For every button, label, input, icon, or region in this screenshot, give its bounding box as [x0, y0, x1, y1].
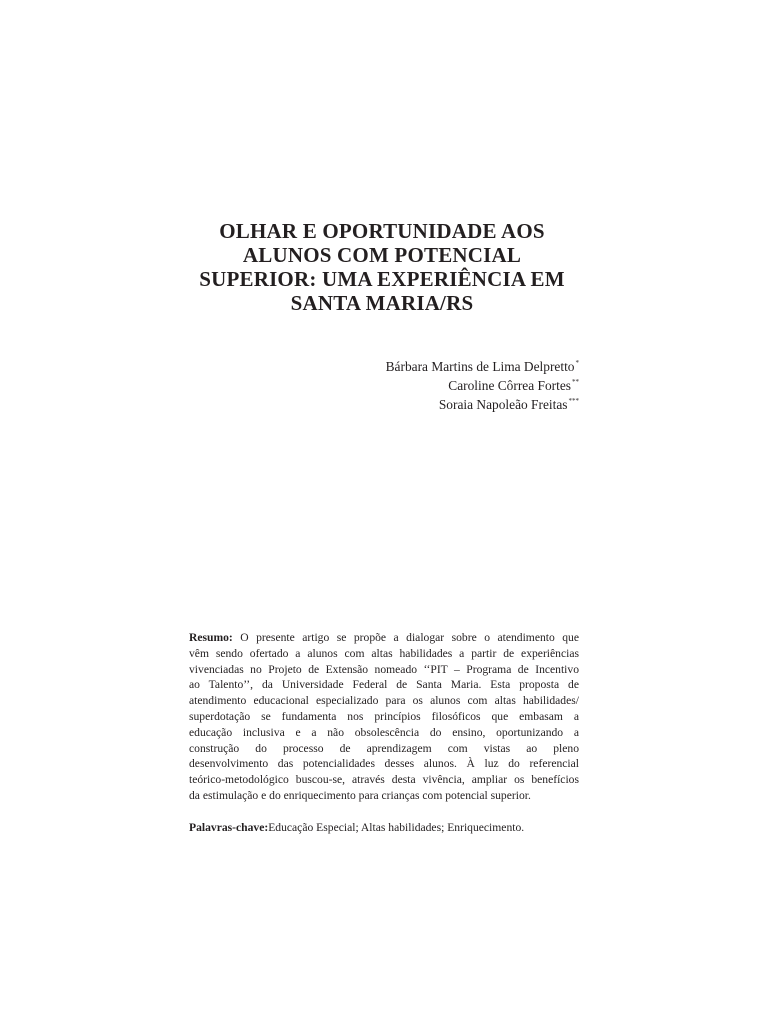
- title-line: ALUNOS COM POTENCIAL: [242, 243, 522, 267]
- abstract-line: teórico-metodológico buscou-se, através desta vivência, ampliar os benefícios: [189, 773, 579, 787]
- abstract-line: educação inclusiva e a não obsolescência do ensino, oportunizando a: [189, 725, 579, 739]
- article-title: [180, 219, 584, 315]
- abstract-line: da estimulação e do enriquecimento para crianças com potencial superior.: [189, 788, 531, 802]
- abstract-line: vêm sendo ofertado a alunos com altas habilidades a partir de experiências: [189, 646, 579, 660]
- abstract-line: ao Talento’’, da Universidade Federal de Santa Maria. Esta proposta de: [189, 678, 579, 692]
- title-line: OLHAR E OPORTUNIDADE AOS: [219, 219, 545, 243]
- author-list: [386, 357, 579, 414]
- abstract-line: desenvolvimento das potencialidades desses alunos. À luz do referencial: [189, 757, 579, 771]
- abstract: [189, 630, 579, 804]
- author-name: Soraia Napoleão Freitas: [438, 397, 568, 412]
- abstract-line: vivenciadas no Projeto de Extensão nomeado ‘‘PIT – Programa de Incentivo: [189, 662, 579, 676]
- author-footnote-mark: **: [572, 378, 579, 386]
- abstract-line: construção do processo de aprendizagem com vistas ao pleno: [189, 741, 579, 755]
- author-name: Bárbara Martins de Lima Delpretto: [385, 359, 575, 374]
- keywords-text: Educação Especial; Altas habilidades; Enriquecimento.: [268, 821, 525, 834]
- abstract-line: atendimento educacional especializado para os alunos com altas habilidades/: [189, 694, 579, 708]
- keywords-label: Palavras-chave:: [189, 821, 269, 834]
- author-name: Caroline Côrrea Fortes: [448, 378, 571, 393]
- keywords: [189, 820, 579, 836]
- abstract-label: Resumo:: [189, 631, 233, 644]
- abstract-text: O presente artigo se propõe a dialogar sobre o atendimento que: [240, 631, 579, 644]
- author-footnote-mark: ***: [568, 397, 579, 405]
- title-line: SUPERIOR: UMA EXPERIÊNCIA EM: [199, 267, 565, 291]
- abstract-line: [189, 630, 579, 646]
- author-footnote-mark: *: [575, 359, 579, 367]
- title-line: SANTA MARIA/RS: [290, 291, 474, 315]
- author-item: [386, 395, 579, 414]
- abstract-line: superdotação se fundamenta nos princípios filosóficos que embasam a: [189, 709, 579, 723]
- author-item: [386, 357, 579, 376]
- author-item: [386, 376, 579, 395]
